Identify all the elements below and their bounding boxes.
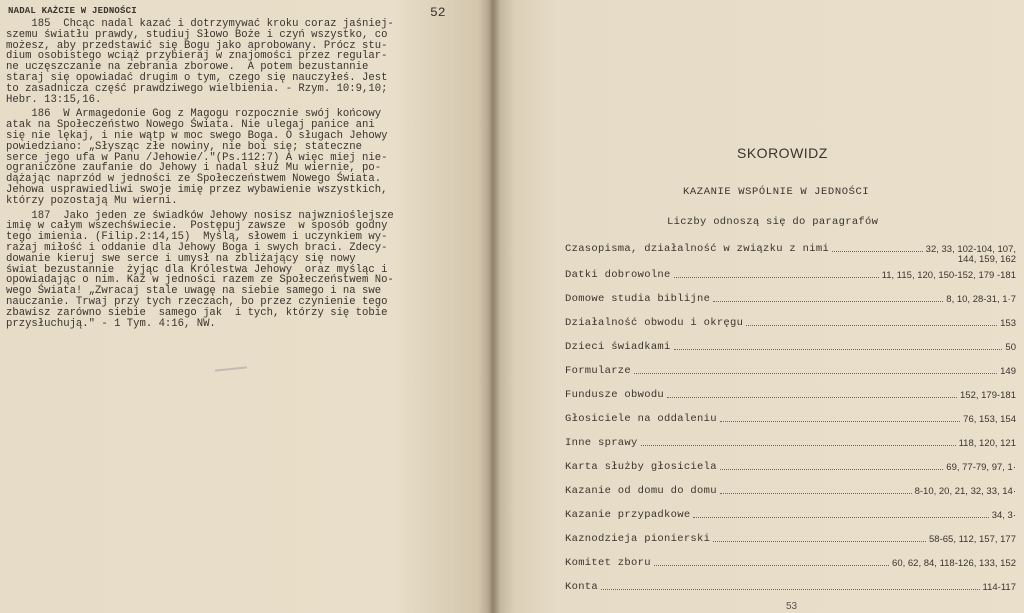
- index-entry: [565, 411, 1016, 425]
- index-term: Karta służby głosiciela: [565, 461, 717, 473]
- right-page: [493, 0, 1024, 613]
- index-term: Inne sprawy: [565, 437, 638, 449]
- index-entry: [565, 241, 1016, 255]
- index-term: Kazanie przypadkowe: [565, 509, 691, 521]
- index-refs: 149: [1000, 366, 1016, 377]
- index-entry: [565, 339, 1016, 353]
- index-entry: [565, 507, 1016, 521]
- index-entry: [565, 387, 1016, 401]
- index-refs: 152, 179-181: [960, 390, 1016, 401]
- index-entry: [565, 483, 1016, 497]
- index-refs: 32, 33, 102-104, 107,: [925, 244, 1016, 255]
- page-number-left: 52: [430, 5, 446, 20]
- index-entry: [565, 579, 1016, 593]
- index-entry: [565, 435, 1016, 449]
- page-number-right: 53: [786, 601, 798, 612]
- index-entry: [565, 363, 1016, 377]
- index-subtitle: KAZANIE WSPÓLNIE W JEDNOŚCI: [683, 186, 870, 198]
- index-refs: 11, 115, 120, 150-152, 179 -181: [881, 270, 1016, 281]
- left-page: [0, 0, 493, 613]
- index-refs: 50: [1005, 342, 1016, 353]
- index-term: Formularze: [565, 365, 632, 377]
- index-note: Liczby odnoszą się do paragrafów: [667, 216, 879, 228]
- index-term: Kaznodzieja pionierski: [565, 533, 711, 545]
- paragraph-186: 186 W Armagedonie Gog z Magogu rozpocznie swój końcowy atak na Społeczeństwo Nowego Świata. Nie ulegaj panice ani się nie lękaj, i nie wątp w moc swego Boga. O sługach Jehowy powiedziano: „Słysząc złe nowiny, nie boi się; stateczne serce jego ufa w Panu /Jehowie/."(Ps.112:7) A więc miej nie- ograniczone zaufanie do Jehowy i nadal służ Mu wiernie, po- dążając naprzód w jedności ze Społeczeństwem Nowego Świata. Jehowa usprawiedliwi swoje imię przez wybawienie wszystkich, którzy pozostają Mu wierni.: [6, 108, 388, 207]
- book-gutter: [488, 0, 500, 613]
- index-entry: [565, 291, 1016, 305]
- index-term: Głosiciele na oddaleniu: [565, 413, 717, 425]
- running-head: NADAL KAŻCIE W JEDNOŚCI: [8, 6, 137, 16]
- index-term: Czasopisma, działalność w związku z nimi: [565, 243, 830, 255]
- body-text: [6, 19, 444, 329]
- index-entry: [565, 531, 1016, 545]
- index-term: Domowe studia biblijne: [565, 293, 711, 305]
- index-entry: [565, 267, 1016, 281]
- index-refs-continued: 144, 159, 162: [957, 254, 1016, 265]
- index-term: Działalność obwodu i okręgu: [565, 317, 744, 329]
- index-refs: 153: [1000, 318, 1016, 329]
- index-term: Fundusze obwodu: [565, 389, 665, 401]
- pencil-mark: [215, 366, 247, 371]
- paragraph-187: 187 Jako jeden ze świadków Jehowy nosisz najwznioślejsze imię w całym wszechświecie. Postępuj zawsze w sposób godny tego imienia. (Filip.2:14,15) Myślą, słowem i uczynkiem wy- rażaj miłość i oddanie dla Jehowy Boga i swych braci. Zdecy- dowanie kieruj swe serce i umysł na zbliżający się nowy świat bezustannie żyjąc dla Królestwa Jehowy oraz myśląc i opowiadając o nim. Kaź w jedności razem ze Społeczeństwem No- wego Świata! „Zwracaj stale uwagę na siebie samego i na swe nauczanie. Trwaj przy tych rzeczach, bo przez czynienie tego zbawisz zarówno siebie samego jak i tych, którzy się tobie przysłuchują." - 1 Tym. 4:16, NW.: [6, 209, 394, 330]
- index-refs: 34, 3·: [991, 510, 1016, 521]
- index-refs: 114-117: [982, 582, 1016, 593]
- index-refs: 58-65, 112, 157, 177: [929, 534, 1016, 545]
- index-refs: 118, 120, 121: [958, 438, 1016, 449]
- paragraph-185: 185 Chcąc nadal kazać i dotrzymywać kroku coraz jaśniej- szemu światłu prawdy, studiuj Słowo Boże i czyń wszystko, co możesz, aby przedstawić się Bogu jako aprobowany. Prócz stu- dium osobistego wciąż przybieraj w znajomości przez regular- ne uczęszczanie na zebrania zborowe. A potem bezustannie staraj się opowiadać drugim o tym, czego się nauczyłeś. Jest to zasadnicza część prawdziwego wielbienia. - Rzym. 10:9,10; Hebr. 13:15,16.: [6, 18, 394, 106]
- index-term: Dzieci świadkami: [565, 341, 671, 353]
- index-entry: [565, 315, 1016, 329]
- index-term: Kazanie od domu do domu: [565, 485, 717, 497]
- index-refs: 69, 77-79, 97, 1·: [946, 462, 1016, 473]
- index-term: Datki dobrowolne: [565, 269, 671, 281]
- index-entry: [565, 459, 1016, 473]
- index-refs: 8-10, 20, 21, 32, 33, 14·: [914, 486, 1016, 497]
- index-entry: [565, 555, 1016, 569]
- index-title: SKOROWIDZ: [737, 145, 828, 161]
- index-term: Komitet zboru: [565, 557, 651, 569]
- index-refs: 8, 10, 28-31, 1·7: [946, 294, 1016, 305]
- index-refs: 76, 153, 154: [963, 414, 1016, 425]
- index-term: Konta: [565, 581, 599, 593]
- index-refs: 60, 62, 84, 118-126, 133, 152: [892, 558, 1016, 569]
